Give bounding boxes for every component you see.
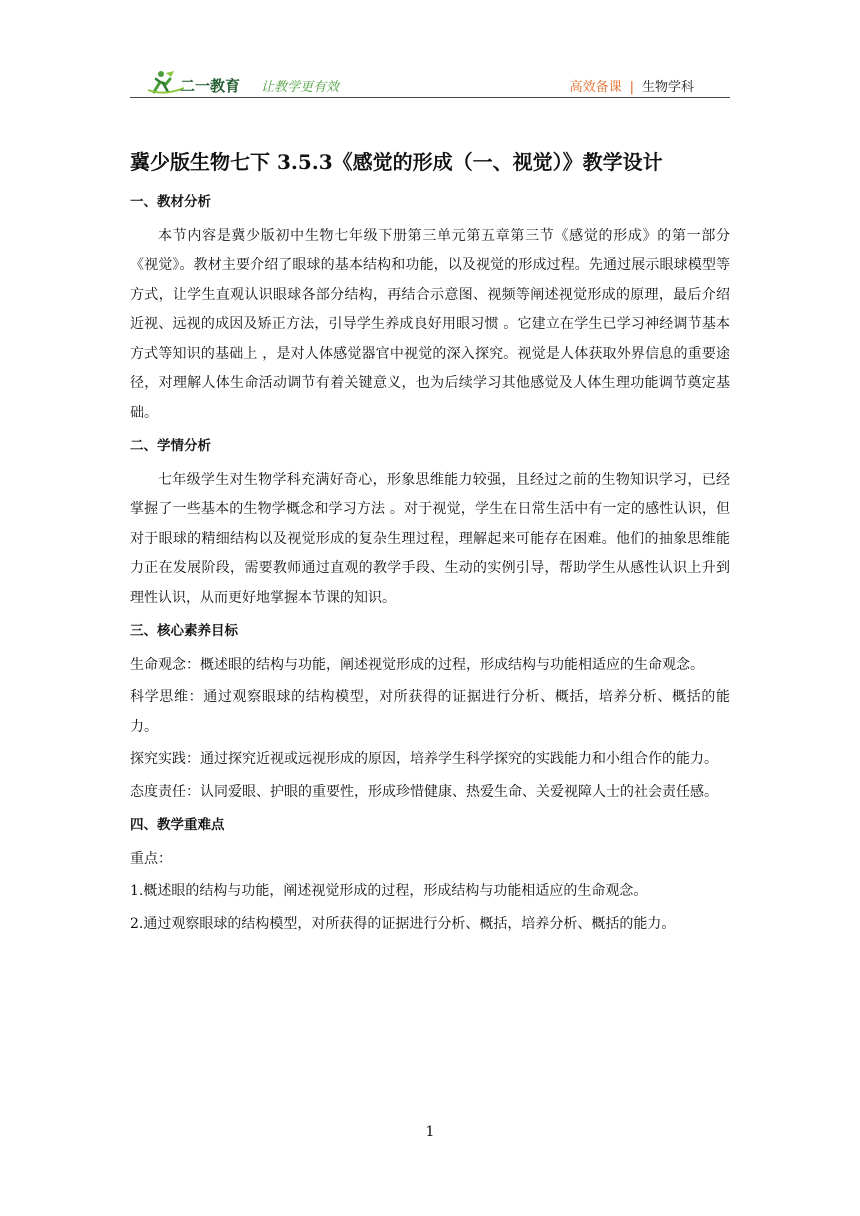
objective-scientific-thinking: 科学思维：通过观察眼球的结构模型，对所获得的证据进行分析、概括，培养分析、概括的能力。 (130, 689, 730, 735)
key-points-label: 重点： (130, 850, 172, 867)
students-paragraph: 七年级学生对生物学科充满好奇心，形象思维能力较强，且经过之前的生物知识学习，已经掌握了一些基本的生物学概念和学习方法 。对于视觉，学生在日常生活中有一定的感性认识，但对于眼球的精细结构以及视觉形成的复杂生理过程，理解起来可能存在困难。他们的抽象思维能力正在发展阶段，需要教师通过直观的教学手段、生动的实例引导，帮助学生从感性认识上升到理性认识，从而更好地掌握本节课的知识。 (130, 471, 730, 606)
site-logo (144, 70, 254, 96)
document-body (130, 188, 730, 942)
objective-attitude-responsibility: 态度责任：认同爱眼、护眼的重要性，形成珍惜健康、热爱生命、关爱视障人士的社会责任感。 (130, 783, 718, 800)
header-label-prep: 高效备课 (569, 80, 622, 95)
logo-text: 二一教育 (180, 77, 241, 95)
section-heading-materials: 一、教材分析 (130, 194, 211, 210)
header-separator: | (629, 80, 634, 95)
header-slogan: 让教学更有效 (261, 80, 340, 95)
section-heading-students: 二、学情分析 (130, 438, 211, 454)
header-subject (570, 76, 694, 95)
objective-life-concept: 生命观念：概述眼的结构与功能，阐述视觉形成的过程，形成结构与功能相适应的生命观念。 (130, 656, 704, 673)
page-header (130, 66, 730, 98)
section-heading-objectives: 三、核心素养目标 (130, 623, 238, 639)
page-number: 1 (425, 1124, 435, 1140)
key-point-item-1: 1.概述眼的结构与功能，阐述视觉形成的过程，形成结构与功能相适应的生命观念。 (130, 883, 648, 899)
key-point-item-2: 2.通过观察眼球的结构模型，对所获得的证据进行分析、概括，培养分析、概括的能力。 (130, 915, 676, 932)
materials-paragraph: 本节内容是冀少版初中生物七年级下册第三单元第五章第三节《感觉的形成》的第一部分《视觉》。教材主要介绍了眼球的基本结构和功能，以及视觉的形成过程。先通过展示眼球模型等方式，让学生直观认识眼球各部分结构，再结合示意图、视频等阐述视觉形成的原理，最后介绍近视、远视的成因及矫正方法，引导学生养成良好用眼习惯 。它建立在学生已学习神经调节基本方式等知识的基础上 ，是对人体感觉器官中视觉的深入探究。视觉是人体获取外界信息的重要途径，对理解人体生命活动调节有着关键意义，也为后续学习其他感觉及人体生理功能调节奠定基础。 (130, 227, 730, 421)
header-divider (130, 97, 730, 98)
header-label-subject: 生物学科 (641, 80, 694, 95)
objective-inquiry-practice: 探究实践：通过探究近视或远视形成的原因，培养学生科学探究的实践能力和小组合作的能力。 (130, 751, 718, 767)
section-heading-key-points: 四、教学重难点 (130, 817, 225, 833)
document-title: 冀少版生物七下 3.5.3《感觉的形成（一、视觉）》教学设计 (130, 150, 663, 174)
